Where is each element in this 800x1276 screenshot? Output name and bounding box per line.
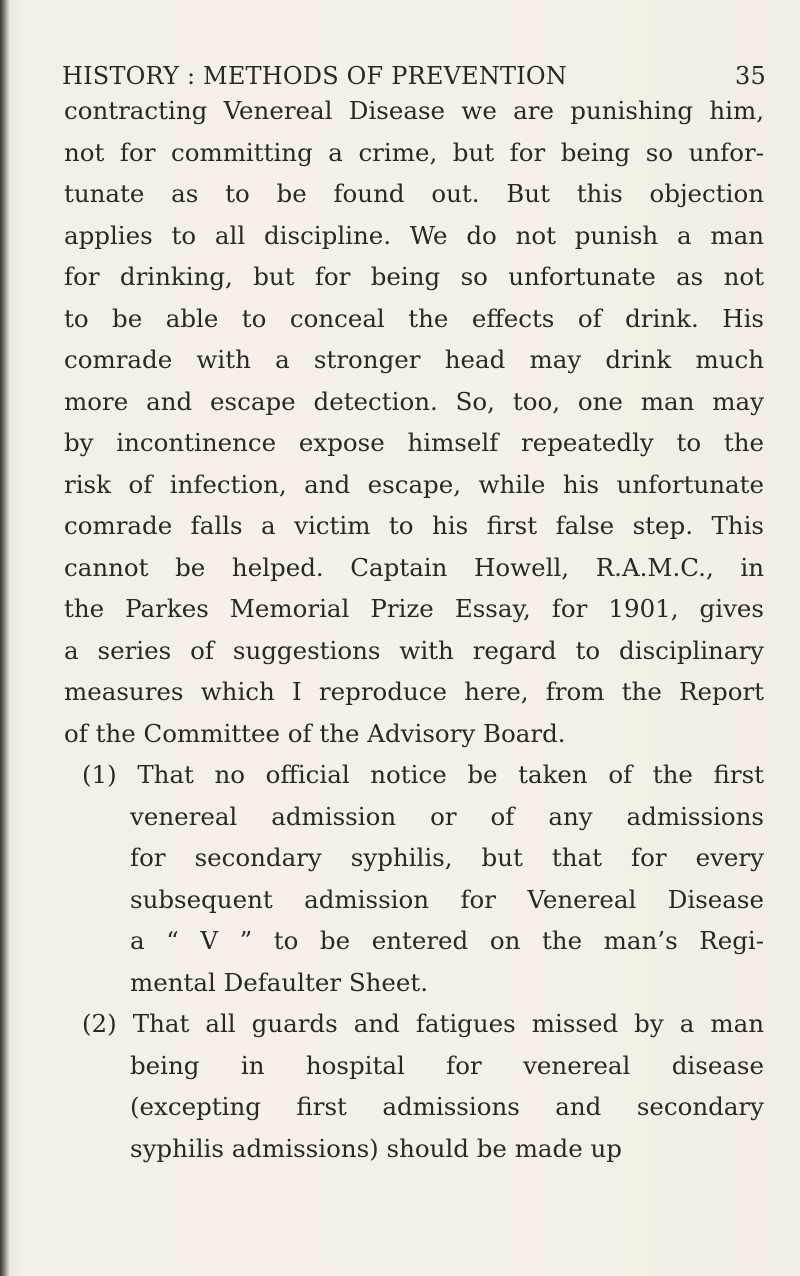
item-line: being in hospital for venereal disease [130, 1050, 764, 1080]
text-line: cannot be helped. Captain Howell, R.A.M.C., in [64, 552, 764, 582]
page-gutter [0, 0, 10, 1276]
text-line: by incontinence expose himself repeatedly to the [64, 428, 764, 457]
page-number: 35 [735, 62, 766, 90]
item-line: subsequent admission for Venereal Disease [130, 884, 764, 914]
item-line: mental Defaulter Sheet. [130, 967, 429, 997]
item-line: for secondary syphilis, but that for every [130, 843, 764, 872]
item-line: (excepting first admissions and secondary [130, 1092, 764, 1121]
paragraph [64, 90, 764, 754]
text-line: applies to all discipline. We do not punish a man [64, 220, 764, 250]
page-body [64, 90, 764, 1169]
text-line: for drinking, but for being so unfortunate as not [64, 262, 764, 291]
running-title: HISTORY : METHODS OF PREVENTION [62, 62, 567, 90]
item-line: a “ V ” to be entered on the man’s Regi- [130, 926, 764, 955]
text-line: a series of suggestions with regard to disciplinary [64, 635, 764, 665]
text-line: of the Committee of the Advisory Board. [64, 718, 566, 748]
item-line: (1) That no official notice be taken of the first [82, 760, 764, 789]
text-line: to be able to conceal the effects of drink. His [64, 303, 764, 333]
text-line: more and escape detection. So, too, one man may [64, 386, 764, 416]
numbered-item-2 [64, 1003, 764, 1169]
item-line: (2) That all guards and fatigues missed by a man [82, 1009, 764, 1038]
item-line: venereal admission or of any admissions [130, 801, 764, 831]
text-line: not for committing a crime, but for being so unfor- [64, 137, 764, 167]
text-line: comrade with a stronger head may drink much [64, 345, 764, 374]
text-line: the Parkes Memorial Prize Essay, for 1901, gives [64, 594, 764, 623]
text-line: contracting Venereal Disease we are punishing him, [64, 96, 764, 125]
text-line: comrade falls a victim to his first false step. This [64, 511, 764, 540]
numbered-item-1 [64, 754, 764, 1003]
text-line: tunate as to be found out. But this objection [64, 179, 764, 208]
text-line: measures which I reproduce here, from the Report [64, 677, 764, 706]
item-line: syphilis admissions) should be made up [130, 1133, 622, 1163]
text-line: risk of infection, and escape, while his unfortunate [64, 469, 764, 499]
